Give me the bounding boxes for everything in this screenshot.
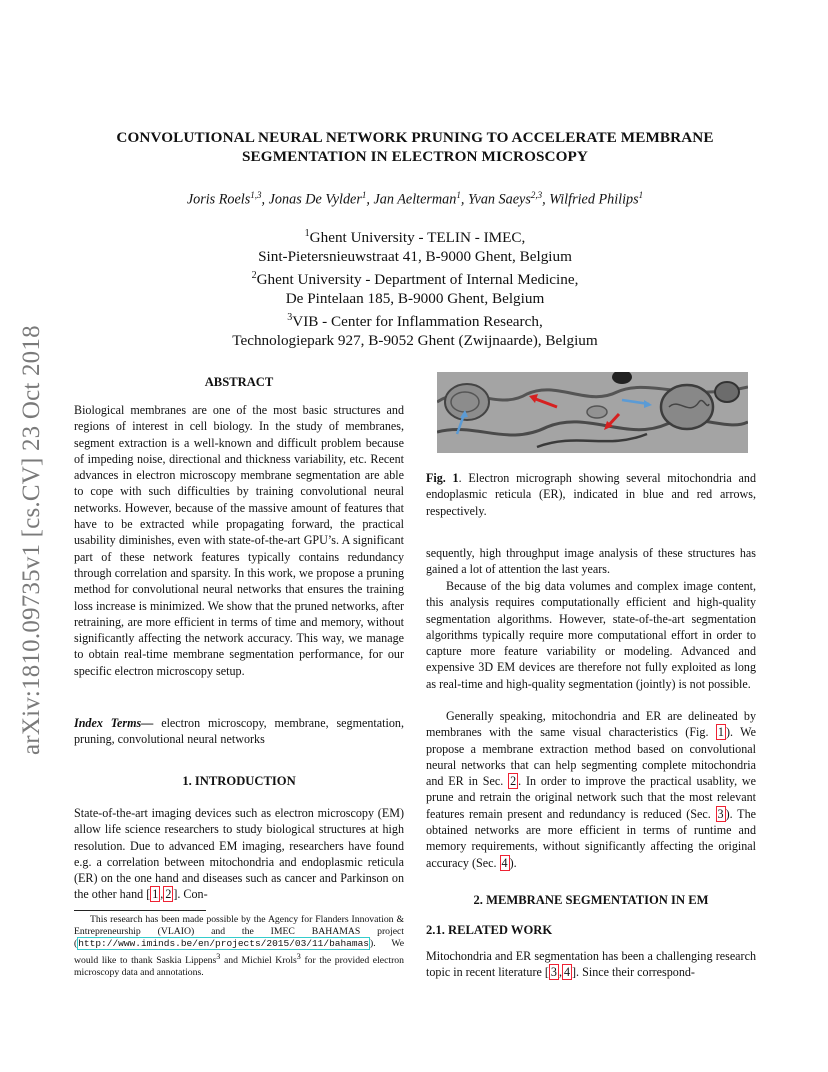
affiliation-line: $^1$Ghent University - TELIN - IMEC,	[304, 228, 526, 247]
intro-continued-p1: sequently, high throughput image analysis of these structures has gained a lot of attention the last years.	[426, 546, 756, 577]
affiliation-line: $^2$Ghent University - Department of Internal Medicine,	[251, 270, 579, 289]
author-affil-sup: 2,3	[530, 190, 543, 200]
author-name: Jan Aelterman	[373, 191, 457, 208]
affiliation-line: $^3$VIB - Center for Inflammation Research,	[287, 312, 543, 331]
index-terms	[74, 715, 404, 748]
citation-link[interactable]: 1	[152, 887, 159, 902]
intro-heading: 1. INTRODUCTION	[182, 774, 296, 788]
section-2-heading: 2. MEMBRANE SEGMENTATION IN EM	[473, 893, 709, 907]
affiliation-line: De Pintelaan 185, B-9000 Ghent, Belgium	[285, 290, 545, 308]
micrograph-image	[437, 372, 748, 453]
section-ref-link[interactable]: 3	[717, 806, 724, 821]
footnote: This research has been made possible by the Agency for Flanders Innovation & Entrepreneurship (VLAIO) and the IMEC BAHAMAS project (http://www.iminds.be/en/projects/2015/03/11/bahamas). We would like to thank Saskia Lippens$^3$ and Michiel Krols$^3$ for the provided electron microscopy data and annotations.	[74, 914, 404, 979]
affiliations	[80, 224, 750, 350]
project-url-link[interactable]: http://www.iminds.be/en/projects/2015/03/11/bahamas	[78, 938, 369, 950]
affil-sup: 2	[251, 270, 257, 282]
figure-label: Fig. 1	[426, 471, 459, 485]
author-list: Joris Roels$^{1,3}$, Jonas De Vylder$^1$, Jan Aelterman$^1$, Yvan Saeys$^{2,3}$, Wilfried Philips$^1$	[186, 190, 644, 208]
intro-continued-p3: Generally speaking, mitochondria and ER are delineated by membranes with the same visual characteristics (Fig. 1 ). We propose a membrane extraction method based on convolutional neural networks that can help segmenting complete mitochondria and ER in Sec. 2 . In order to improve the practical usablity, we prune and retrain the original network such that the most relevant features remain present and redundancy is reduced (Sec. 3 ). The obtained networks are more efficient in terms of runtime and memory requirements, without significantly affecting the original accuracy (Sec. 4 ).	[426, 709, 757, 870]
abstract-heading: ABSTRACT	[204, 375, 274, 389]
citation-link[interactable]: 2	[165, 887, 172, 902]
title-line-2: SEGMENTATION IN ELECTRON MICROSCOPY	[242, 148, 588, 165]
index-terms-text: electron microscopy, membrane, segmentation, pruning, convolutional neural networks	[74, 716, 404, 747]
figure-1-caption: Fig. 1. Electron micrograph showing several mitochondria and endoplasmic reticula (ER), indicated in blue and red arrows, respectively.	[426, 471, 756, 518]
figure-ref-link[interactable]: 1	[717, 725, 724, 740]
affiliation-line: Technologiepark 927, B-9052 Ghent (Zwijnaarde), Belgium	[232, 332, 598, 350]
related-work-text: Mitochondria and ER segmentation has been a challenging research topic in recent literature [ 3 , 4 ]. Since their correspond-	[426, 949, 756, 980]
affil-sup: 1	[304, 228, 310, 239]
author-name: Wilfried Philips	[549, 191, 639, 208]
author-affil-sup: 1	[361, 190, 367, 200]
section-2-1-heading: 2.1. RELATED WORK	[426, 923, 553, 937]
title-line-1: CONVOLUTIONAL NEURAL NETWORK PRUNING TO ACCELERATE MEMBRANE	[116, 129, 714, 146]
index-terms-label: Index Terms—	[74, 716, 154, 730]
author-name: Joris Roels	[186, 191, 251, 208]
author-name: Yvan Saeys	[467, 191, 531, 208]
figure-1-micrograph	[437, 372, 748, 453]
citation-link[interactable]: 3	[550, 965, 557, 980]
affiliation-line: Sint-Pietersnieuwstraat 41, B-9000 Ghent, Belgium	[258, 248, 572, 266]
footnote-divider	[74, 910, 206, 911]
intro-text: State-of-the-art imaging devices such as electron microscopy (EM) allow life science researchers to study biological structures at high resolution. Due to advanced EM imaging, researchers have found e.g. a correlation between mitochondria and endoplasmic reticula (ER) on the one hand and diseases such as cancer and Parkinson on the other hand [ 1 , 2 ]. Con-	[74, 806, 404, 902]
citation-link[interactable]: 4	[563, 965, 571, 980]
author-affil-sup: 1	[456, 190, 461, 200]
author-name: Jonas De Vylder	[268, 191, 362, 208]
author-affil-sup: 1,3	[250, 190, 262, 200]
paper-title	[80, 128, 750, 166]
intro-continued-p2: Because of the big data volumes and complex image content, this analysis requires computationally efficient and high-quality segmentation algorithms. However, state-of-the-art segmentation algorithms typically require more computational effort in order to capture more feature variability or modeling. Advanced and expensive 3D EM devices are therefore not fully exploited as long as real-time and high-quality segmentation (jointly) is not possible.	[426, 579, 756, 691]
section-ref-link[interactable]: 4	[501, 855, 508, 870]
abstract-text: Biological membranes are one of the most basic structures and regions of interest in cell biology. In the study of membranes, segment extraction is a well-known and difficult problem because of impeding noise, directional and thickness variability, etc. Recent advances in electron microscopy membrane segmentation are able to cope with such difficulties by training convolutional neural networks. However, because of the massive amount of features that have to be extracted while propagating forward, the practical usability diminishes, even with state-of-the-art GPU’s. A significant part of these network features typically contains redundancy through correlation and sparsity. In this work, we propose a pruning method for convolutional neural networks that ensures the training loss increase is minimized. We show that the pruned networks, after retraining, are more efficient in terms of time and memory, without significantly affecting the network accuracy. This way, we manage to obtain real-time membrane segmentation performance, for our specific electron microscopy setup.	[74, 403, 404, 678]
section-ref-link[interactable]: 2	[510, 774, 517, 789]
arxiv-stamp: arXiv:1810.09735v1 [cs.CV] 23 Oct 2018	[18, 325, 45, 755]
affil-sup: 3	[287, 312, 293, 324]
author-affil-sup: 1	[638, 190, 644, 200]
